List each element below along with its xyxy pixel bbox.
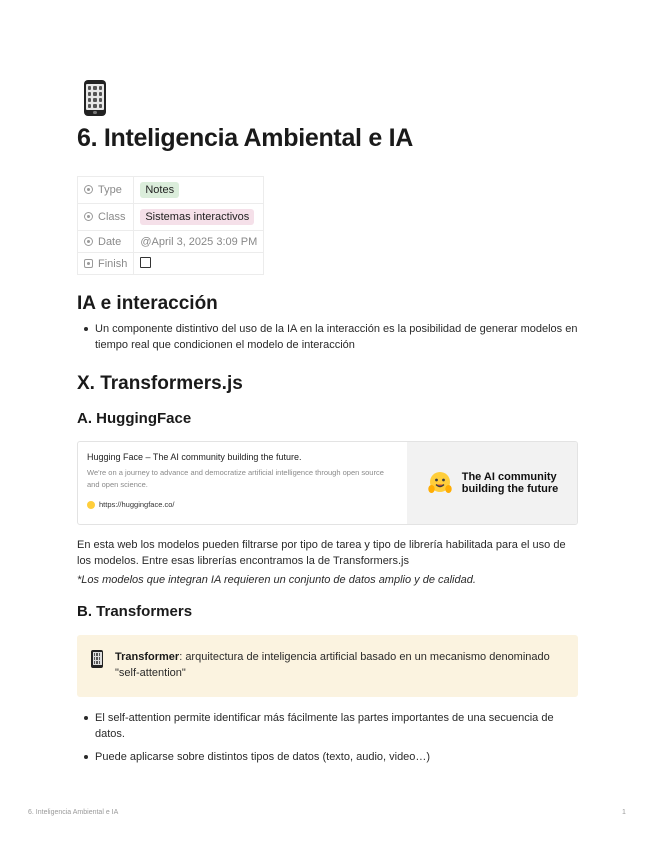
huggingface-bookmark[interactable] (77, 441, 578, 525)
heading-huggingface: A. HuggingFace (77, 410, 192, 427)
date-property-icon (84, 237, 93, 246)
callout-phone-icon (91, 650, 103, 668)
property-value-class[interactable] (134, 204, 264, 231)
property-value-finish[interactable] (134, 253, 264, 275)
date-value: @April 3, 2025 3:09 PM (140, 235, 258, 248)
bookmark-cover (407, 442, 577, 524)
bookmark-title: Hugging Face – The AI community building the future. (87, 452, 302, 462)
list-item: Puede aplicarse sobre distintos tipos de datos (texto, audio, video…) (83, 749, 583, 765)
callout-definition: : arquitectura de inteligencia artificial basado en un mecanismo denominado "self-attention" (115, 651, 550, 679)
transformer-callout (77, 635, 578, 697)
cover-text-line2: building the future (461, 483, 559, 495)
ia-bullet-list (83, 321, 583, 353)
heading-transformers: B. Transformers (77, 603, 193, 620)
page-phone-icon (84, 80, 106, 116)
list-item: El self-attention permite identificar más fácilmente las partes importantes de una secuencia de datos. (83, 710, 583, 742)
property-key-date: Date (78, 231, 134, 253)
callout-bold-term: Transformer (115, 651, 180, 663)
huggingface-paragraph: En esta web los modelos pueden filtrarse por tipo de tarea y tipo de librería habilitada para el uso de los modelos. Entre esas librerías encontramos la de Transformers.js (77, 539, 566, 567)
cover-text (462, 471, 559, 495)
property-key-class: Class (78, 204, 134, 231)
property-value-type[interactable] (134, 177, 264, 204)
bookmark-description: We're on a journey to advance and democratize artificial intelligence through open source and open science. (87, 468, 384, 489)
property-value-date[interactable] (134, 231, 264, 253)
heading-ia-interaccion: IA e interacción (77, 293, 218, 314)
type-property-icon (84, 185, 93, 194)
heading-transformers-js: X. Transformers.js (77, 373, 243, 394)
callout-text (115, 649, 564, 683)
bookmark-text (78, 442, 407, 524)
property-key-finish: Finish (78, 253, 134, 275)
property-key-type: Type (78, 177, 134, 204)
huggingface-favicon-icon (87, 501, 95, 509)
class-tag: Sistemas interactivos (140, 209, 254, 225)
class-property-icon (84, 212, 93, 221)
huggingface-logo-icon (426, 469, 454, 497)
checkbox-property-icon (84, 259, 93, 268)
property-row-type (78, 177, 264, 204)
property-row-finish (78, 253, 264, 275)
type-tag: Notes (140, 182, 179, 198)
property-row-date (78, 231, 264, 253)
bookmark-url[interactable]: https://huggingface.co/ (99, 500, 175, 509)
footer-page-number: 1 (622, 809, 626, 816)
transformers-bullet-list (83, 710, 583, 765)
properties-table (77, 176, 264, 275)
huggingface-note: *Los modelos que integran IA requieren un conjunto de datos amplio y de calidad. (77, 574, 476, 586)
bookmark-url-row (87, 500, 398, 509)
list-item: Un componente distintivo del uso de la IA en la interacción es la posibilidad de generar modelos en tiempo real que condicionen el modelo de interacción (83, 321, 583, 353)
finish-checkbox[interactable] (140, 257, 151, 268)
cover-text-line1: The AI community (461, 471, 557, 483)
property-row-class (78, 204, 264, 231)
footer-title: 6. Inteligencia Ambiental e IA (28, 809, 119, 816)
page-title: 6. Inteligencia Ambiental e IA (77, 124, 413, 152)
